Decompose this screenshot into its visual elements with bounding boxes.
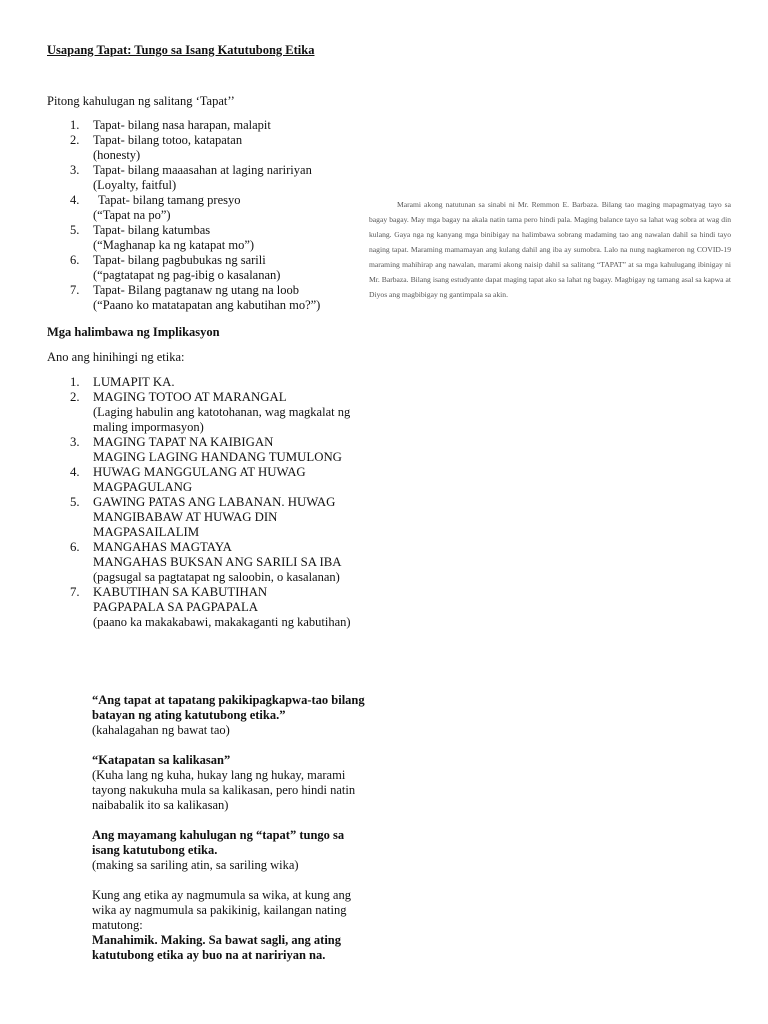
meaning-item: 6. Tapat- bilang pagbubukas ng sarili (“pagtatapat ng pag-ibig o kasalanan) xyxy=(70,253,281,282)
implication-item: 4. HUWAG MANGGULANG AT HUWAG MAGPAGULANG xyxy=(70,465,306,494)
meaning-item: 4. Tapat- bilang tamang presyo (“Tapat na po”) xyxy=(70,193,241,222)
quote-pakikipagkapwa: “Ang tapat at tapatang pakikipagkapwa-tao bilang batayan ng ating katutubong etika.” (kahalagahan ng bawat tao) xyxy=(92,693,365,737)
implications-list xyxy=(70,375,370,630)
meaning-item: 7. Tapat- Bilang pagtanaw ng utang na loob (“Paano ko matatapatan ang kabutihan mo?”) xyxy=(70,283,321,312)
document-title: Usapang Tapat: Tungo sa Isang Katutubong Etika xyxy=(47,43,315,57)
meaning-item: 5. Tapat- bilang katumbas (“Maghanap ka ng katapat mo”) xyxy=(70,223,255,252)
implication-item: 2. MAGING TOTOO AT MARANGAL (Laging habulin ang katotohanan, wag magkalat ng maling impormasyon) xyxy=(70,390,351,434)
quote-kalikasan: “Katapatan sa kalikasan” (Kuha lang ng kuha, hukay lang ng hukay, marami tayong nakukuha mula sa kalikasan, pero hindi natin naibabalik ito sa kalikasan) xyxy=(92,753,356,812)
meaning-item: 2. Tapat- bilang totoo, katapatan (honesty) xyxy=(70,133,243,162)
implications-heading: Mga halimbawa ng Implikasyon xyxy=(47,325,220,339)
reflection-paragraph: Marami akong natutunan sa sinabi ni Mr. Remmon E. Barbaza. Bilang tao maging mapagmatyag tayo sa bagay bagay. May mga bagay na akala natin tama pero hindi pala. Maging balance tayo sa lahat wag sobra at wag din kulang. Gaya nga ng kanyang mga binibigay na halimbawa sobrang madaming tao ang nawalan dahil sa hindi tayo naging tapat. Maraming mamamayan ang kulang dahil ang iba ay sumobra. Lalo na nung nagkameron ng COVID-19 maraming mahihirap ang nawalan, marami akong naisip dahil sa salitang “TAPAT” at sa mga kahulugang ibinigay ni Mr. Barbaza. Bilang isang estudyante dapat maging tapat ako sa lahat ng bagay. Magbigay ng tamang asal sa kapwa at Diyos ang magbibigay ng gantimpala sa akin. xyxy=(369,200,731,299)
meaning-item: 1. Tapat- bilang nasa harapan, malapit xyxy=(70,118,271,132)
implication-item: 3. MAGING TAPAT NA KAIBIGAN MAGING LAGING HANDANG TUMULONG xyxy=(70,435,342,464)
implication-item: 6. MANGAHAS MAGTAYA MANGAHAS BUKSAN ANG SARILI SA IBA (pagsugal sa pagtatapat ng saloobin, o kasalanan) xyxy=(70,540,342,584)
implication-item: 1. LUMAPIT KA. xyxy=(70,375,175,389)
ethics-question: Ano ang hinihingi ng etika: xyxy=(47,350,185,364)
quote-wika: Kung ang etika ay nagmumula sa wika, at kung ang wika ay nagmumula sa pakikinig, kailangan nating matutong: Manahimik. Making. Sa bawat sagli, ang ating katutubong etika ay buo na at naririyan na. xyxy=(92,888,351,962)
meaning-item: 3. Tapat- bilang maaasahan at laging naririyan (Loyalty, faitful) xyxy=(70,163,312,192)
quote-kahulugan: Ang mayamang kahulugan ng “tapat” tungo sa isang katutubong etika. (making sa sariling atin, sa sariling wika) xyxy=(92,828,345,872)
implication-item: 5. GAWING PATAS ANG LABANAN. HUWAG MANGIBABAW AT HUWAG DIN MAGPASAILALIM xyxy=(70,495,336,539)
meanings-list xyxy=(70,118,370,313)
implication-item: 7. KABUTIHAN SA KABUTIHAN PAGPAPALA SA PAGPAPALA (paano ka makakabawi, makakaganti ng kabutihan) xyxy=(70,585,351,629)
meanings-intro: Pitong kahulugan ng salitang ‘Tapat’’ xyxy=(47,94,235,108)
